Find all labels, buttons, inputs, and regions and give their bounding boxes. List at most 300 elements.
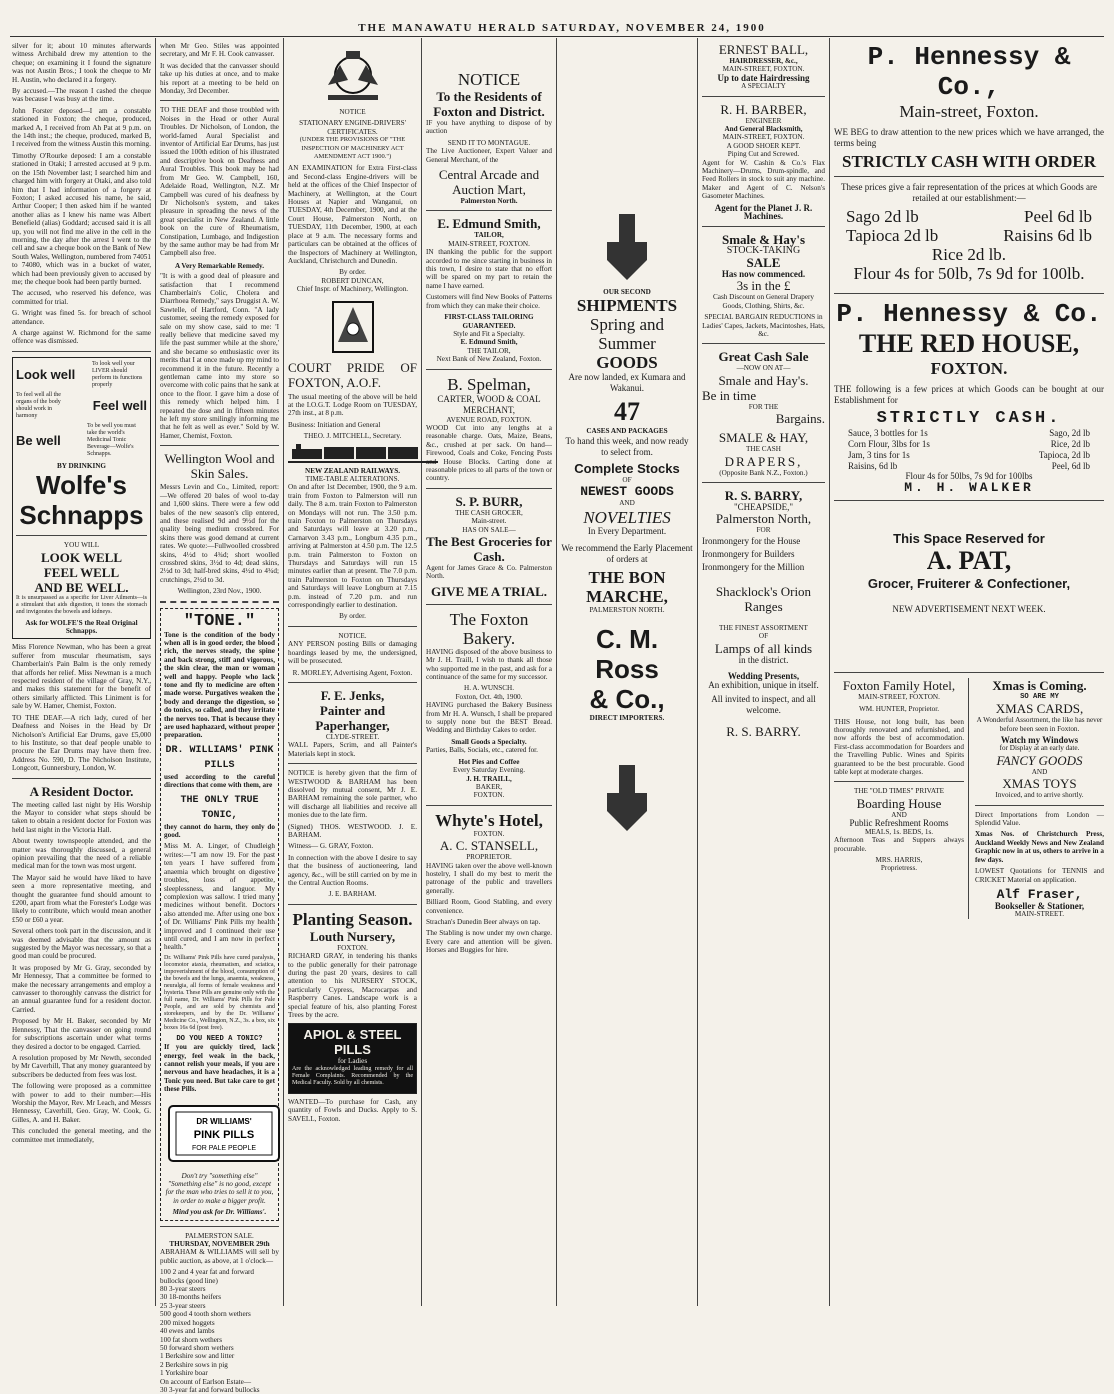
ad-subheadline: Small Goods a Specialty. xyxy=(451,737,527,746)
divider xyxy=(834,176,1104,177)
price-item: Raisins, 6d lb xyxy=(848,461,898,471)
divider xyxy=(702,482,825,483)
notice-text: By order. xyxy=(339,612,366,621)
ad-text: HAVING disposed of the above business to Mr J. H. Traill, I wish to thank all those who supported me in the past, and ask for a continuance of the same for my successor. xyxy=(426,647,552,682)
article-text: By accused.—The reason I cashed the cheque was because I was busy at the time. xyxy=(12,87,151,104)
ad-headline: R. S. BARRY. xyxy=(726,724,801,740)
divider xyxy=(702,226,825,227)
ad-headline: Smale & Hay's xyxy=(721,231,806,247)
sale-item: 100 fat shorn wethers xyxy=(160,1335,223,1344)
ad-subheadline: Main-street, Foxton. xyxy=(899,102,1039,121)
ad-subheadline: Watch my Windows xyxy=(1000,735,1079,746)
divider xyxy=(288,682,417,683)
ad-text: Agent for W. Cashin & Co.'s Flax Machinery—Drums, Drum-spindle, and Feed Rollers in stock to suit any machine. Maker and Agent of C. Nelson's Gasometer Machines. xyxy=(702,158,825,201)
notice-heading: COURT PRIDE OF FOXTON, A.O.F. xyxy=(288,359,417,390)
sale-item: 200 mixed hoggets xyxy=(160,1318,215,1327)
ad-text: FOXTON. xyxy=(337,943,368,952)
ad-text: THE FINEST ASSORTMENT xyxy=(719,623,808,632)
ad-headline: The Foxton Bakery. xyxy=(449,609,529,648)
ad-text: These prices give a fair representation of the prices at which Goods are retailed at our establishment:— xyxy=(841,182,1097,203)
ad-headline: DO YOU NEED A TONIC? xyxy=(176,1034,263,1043)
ad-text: Are the acknowledged leading remedy for all Female Complaints. Recommended by the Medical Faculty. Sold by all chemists. xyxy=(292,1065,413,1086)
notice-text: IF you have anything to dispose of by auction xyxy=(426,119,552,136)
article-text: John Forster deposed—I am a constable stationed in Foxton; the cheque, produced, marked A, I received from Ah Pat at 9 p.m. on the 14th inst.; the cheque, produced, marked B, I received from the witness Austin this morning. xyxy=(12,106,151,149)
article-text: TO THE DEAF and those troubled with Noises in the Head or other Aural Troubles. Dr Nicholson, of London, the world-famed Aural Specialist and inventor of Artificial Ear Drums, has just issued the 100th edition of his illustrated and descriptive book on Deafness and Aural Troubles. This book may be had from Mr Geo. W. Campbell, 160, Adelaide Road, Wellington, N.Z. Mr Campbell was cured of his deafness by Dr Nicholson's system, and takes pleasure in spreading the news of the great specialist in New Zealand. A little book on the cure of Rheumatism, Constipation, Lumbago, and Indigestion by the same author may be had from Mr Campbell also free. xyxy=(160,106,279,258)
ad-subheadline: FOXTON. xyxy=(930,359,1008,378)
ad-headline: Painter and Paperhanger, xyxy=(315,702,390,733)
ad-text: used according to the careful directions that come with them, are xyxy=(164,772,275,790)
ad-text: Customers will find New Books of Patterns from which they can make their choice. xyxy=(426,293,552,310)
ad-text: MAIN-STREET, FOXTON. xyxy=(858,692,940,701)
ad-headline: FANCY GOODS xyxy=(996,752,1083,768)
ad-headline: Alf Fraser, xyxy=(996,886,1083,902)
sale-item: 40 ewes and lambs xyxy=(160,1327,215,1336)
divider xyxy=(288,626,417,627)
lower-ads xyxy=(834,678,1104,919)
hotel-column xyxy=(834,678,969,919)
notice-text: SEND IT TO MONTAGUE. xyxy=(447,138,531,147)
ad-text: LOWEST Quotations for TENNIS and CRICKET Material on application. xyxy=(975,867,1104,884)
article-text: It was decided that the canvasser should take up his duties at once, and to make his report at a meeting to be held on Monday, 3rd December. xyxy=(160,61,279,96)
notice-signature: R. MORLEY, Advertising Agent, Foxton. xyxy=(292,668,413,677)
ad-headline: F. E. Jenks, xyxy=(320,687,385,703)
wolfes-schnapps-ad xyxy=(12,357,151,640)
notice-subheading: TIME-TABLE ALTERATIONS. xyxy=(305,474,400,483)
ad-headline: A. PAT, xyxy=(926,546,1012,576)
ad-subheadline: CARTER, WOOD & COAL MERCHANT, xyxy=(437,393,541,415)
article-text: This concluded the general meeting, and the committee met immediately, xyxy=(12,1127,151,1144)
article-text: Timothy O'Rourke deposed: I am a constable stationed in Otaki; I arrested accused at 9 p.m. on the 15th November last; I searched him and charged him with forgery at Otaki, and also told him that I had information of a forgery at Foxton; I asked accused his name, he said, Arthur Cooper; I then asked him if he wanted another alias as I knew his name was Albert Benefield (alias) Goddard; accused said it is all up, you will not find me alive in the cell in the morning, the day after the arrest I went to the cell and saw a cheque book on the Bank of New South Wales, Wellington, numbered from 74051 to 74080, which was in a bucket of water, which had been previously given to accused by me; the cheque book had been partly burned. xyxy=(12,151,151,286)
notice-heading: NEW ZEALAND RAILWAYS. xyxy=(305,466,400,475)
ad-text: Main-street. xyxy=(471,517,507,526)
sale-items-list xyxy=(160,1268,279,1394)
sale-item: 30 3-year fat and forward bullocks xyxy=(160,1385,260,1394)
ad-text: THE TAILOR, xyxy=(467,346,511,355)
ad-headline: Complete Stocks xyxy=(574,460,680,476)
notice-text: ANY PERSON posting Bills or damaging hoardings leased by me, the undersigned, will be prosecuted. xyxy=(288,640,417,666)
ad-text: PALMERSTON NORTH. xyxy=(589,606,665,615)
ad-headline: Be in time xyxy=(702,387,757,403)
ad-text: A GOOD SHOER KEPT. xyxy=(726,141,801,150)
price-item: Sago 2d lb xyxy=(846,207,919,226)
ad-text: YOU WILL xyxy=(63,541,100,550)
price-item: Corn Flour, 3lbs for 1s xyxy=(848,439,930,449)
ad-text: MAIN-STREET, FOXTON. xyxy=(722,65,805,74)
divider xyxy=(426,369,552,370)
ad-headline: NEWEST GOODS xyxy=(580,484,674,500)
divider xyxy=(160,601,279,603)
ad-text: Style and Fit a Specialty. xyxy=(453,329,525,338)
ad-headline: Boarding House xyxy=(856,795,942,811)
ad-text: NEW ADVERTISEMENT NEXT WEEK. xyxy=(892,604,1046,615)
ad-text: AND xyxy=(1031,767,1048,776)
ad-subheadline: Wedding Presents, xyxy=(727,671,800,681)
ad-headline: & Co., xyxy=(589,684,665,715)
ad-text: The Stabling is now under my own charge. Every care and attention will be given. Horses and Buggies for hire. xyxy=(426,929,552,955)
divider xyxy=(12,778,151,779)
masthead: THE MANAWATU HERALD SATURDAY, NOVEMBER 24, 1900 xyxy=(358,22,766,34)
ad-text: WOOD Cut into any lengths at a reasonable charge. Oats, Maize, Beans, &c., crushed at per sack. On hand—Firewood, Coals and Coke, Fencing Posts and House Blocks. Carting done at reasonable prices to all parts of the town or country. xyxy=(426,423,552,483)
article-headline: Wellington Wool and Skin Sales. xyxy=(164,451,275,482)
price-row xyxy=(848,439,1090,450)
ad-text: Dr. Williams' Pink Pills have cured paralysis, locomotor ataxia, rheumatism, and sciatica, impoverishment of the blood, consumption of the bowels and the lungs, anaemia, weakness, neuralgia, all forms of female weakness and hysteria. These Pills are genuine only with the full name, Dr. Williams' Pink Pills for Pale People, and are sold by chemists and storekeepers, and by the Dr. Williams' Medicine Co., Wellington, N.Z., 3s. a box, six boxes 16s 6d (post free). xyxy=(164,954,275,1031)
column-3 xyxy=(288,42,417,1304)
divider xyxy=(426,805,552,806)
notice-signature: THEO. J. MITCHELL, Secretary. xyxy=(303,432,402,441)
divider xyxy=(702,96,825,97)
article-text: Proposed by Mr H. Baker, seconded by Mr Hennessy, That the canvasser on going round for subscriptions ascertain under what terms they desired a doctor to be engaged. Carried. xyxy=(12,1017,151,1051)
hennessy-headline: P. Hennessy & Co., xyxy=(867,42,1071,102)
ad-text: OUR SECOND xyxy=(603,288,651,296)
ad-headline: C. M. Ross xyxy=(595,624,659,685)
price-item: Peel, 6d lb xyxy=(1051,461,1090,471)
ad-text: for Display at an early date. xyxy=(999,744,1080,753)
ad-number: 47 xyxy=(614,397,640,427)
schnapps-logo: Schnapps xyxy=(19,500,144,531)
price-item: Peel 6d lb xyxy=(1024,207,1092,226)
masthead-rule xyxy=(10,36,1104,37)
ad-headline: Be well xyxy=(16,432,61,448)
ad-subheadline: STOCK-TAKING xyxy=(726,244,801,256)
ad-text: FOR THE xyxy=(748,402,779,411)
ad-headline: "TONE." xyxy=(183,611,256,631)
divider xyxy=(834,293,1104,294)
price-item: Jam, 3 tins for 1s xyxy=(848,450,910,460)
ad-text: We recommend the Early Placement of orders at xyxy=(561,543,693,565)
ad-text: BY DRINKING xyxy=(56,461,107,470)
ad-text: WANTED—To purchase for Cash, any quantity of Fowls and Ducks. Apply to S. SAVELL, Foxton. xyxy=(288,1097,417,1123)
ad-text: FOXTON. xyxy=(473,791,505,800)
ad-headline: SHIPMENTS xyxy=(576,296,678,316)
notice-heading: NOTICE xyxy=(457,70,521,89)
article-text: when Mr Geo. Stiles was appointed secretary, and Mr F. H. Cook canvasser. xyxy=(160,42,279,59)
ad-subheadline: Grocer, Fruiterer & Confectioner, xyxy=(867,576,1071,592)
ad-text: To look well your LIVER should perform its functions properly xyxy=(92,360,143,388)
ad-headline: SALE xyxy=(746,254,781,270)
divider xyxy=(160,445,279,446)
sale-item: 1 Berkshire sow and litter xyxy=(160,1352,235,1361)
ad-text: THE following is a few prices at which Goods can be bought at our Establishment for xyxy=(834,384,1104,405)
price-list xyxy=(834,428,1104,472)
pointing-hand-icon xyxy=(597,763,657,833)
red-house-headline: THE RED HOUSE, xyxy=(858,329,1080,358)
ad-headline: STRICTLY CASH WITH ORDER xyxy=(842,152,1096,171)
ad-text: for Ladies xyxy=(337,1057,368,1066)
ad-text: A Wonderful Assortment, the like has never before been seen in Foxton. xyxy=(976,716,1103,733)
sale-item: 100 2 and 4 year fat and forward bullocks (good line) xyxy=(160,1268,254,1285)
ad-text: AND xyxy=(619,499,635,508)
notice-signature: J. E. BARHAM. xyxy=(328,890,377,899)
ad-headline: Xmas is Coming. xyxy=(992,677,1087,693)
ad-text: they cannot do harm, they only do good. xyxy=(164,822,275,840)
forester-emblem-icon xyxy=(318,297,388,357)
ad-text: To be well you must take the world's Medicinal Tonic Beverage—Wolfe's Schnapps. xyxy=(87,422,136,457)
price-item: Flour 4s for 50lbs, 7s 9d for 100lbs xyxy=(905,471,1033,481)
ad-text: Every Saturday Evening. xyxy=(452,766,526,775)
ad-headline: Planting Season. xyxy=(292,909,413,929)
pink-pills-ad xyxy=(160,608,279,1221)
svg-text:PINK PILLS: PINK PILLS xyxy=(193,1128,255,1141)
divider xyxy=(16,535,147,536)
pill-box-illustration xyxy=(164,1098,284,1168)
article-text: TO THE DEAF.—A rich lady, cured of her Deafness and Noises in the Head by Dr Nicholson's Artificial Ear Drums, gave £5,000 to his Institute, so that deaf people unable to procure the Ear Drums may have them free. Address No. 590, D. The Nicholson Institute, Longcott, Gunnersbury, London, W. xyxy=(12,713,151,773)
ad-headline: Look well xyxy=(16,367,76,383)
ad-text: Direct Importations from London —Splendid Value. xyxy=(975,810,1104,828)
price-item: Tapioca, 2d lb xyxy=(1038,450,1090,460)
notice-text: The Live Auctioneer, Expert Valuer and General Merchant, of the xyxy=(426,147,552,164)
price-item: Sago, 2d lb xyxy=(1049,428,1090,438)
ad-subheadline: Hot Pies and Coffee xyxy=(458,757,520,766)
ad-text: Piping Cut and Screwed. xyxy=(727,150,800,159)
notice-signature: (Signed) THOS. WESTWOOD. J. E. BARHAM. xyxy=(288,822,417,839)
ad-text: BAKER, xyxy=(475,782,503,791)
sale-item: 25 3-year steers xyxy=(160,1301,206,1310)
ad-headline: R. S. BARRY, xyxy=(724,487,803,503)
notice-text: In connection with the above I desire to say that the business of auctioneering, land agency, &c., will be still carried on by me in the Central Auction Rooms. xyxy=(288,853,417,887)
column-divider xyxy=(155,38,156,1306)
ad-headline: GOODS xyxy=(596,353,658,373)
ad-headline: Shacklock's Orion Ranges xyxy=(715,583,812,614)
notice-text: (UNDER THE PROVISIONS OF "THE INSPECTION OF MACHINERY ACT AMENDMENT ACT 1900.") xyxy=(299,136,406,161)
ad-text: OF xyxy=(758,632,769,641)
ad-text: Xmas Nos. of Christchurch Press, Auckland Weekly News and New Zealand Graphic now in at us, others to arrive in a few days. xyxy=(975,830,1104,864)
divider xyxy=(426,604,552,605)
ad-text: ABRAHAM & WILLIAMS will sell by public auction, as above, at 1 o'clock— xyxy=(160,1248,279,1265)
ad-text: —NOW ON AT— xyxy=(736,364,791,373)
ad-text: Agent for James Grace & Co. Palmerston North. xyxy=(426,564,552,581)
ad-headline: Feel well xyxy=(92,398,147,414)
column-6 xyxy=(702,42,825,1304)
divider xyxy=(160,100,279,101)
ad-subheadline: CASES AND PACKAGES xyxy=(586,427,668,436)
ad-text: OF xyxy=(622,475,632,484)
ad-subheadline: And General Blacksmith, xyxy=(724,125,803,134)
ad-text: MEALS, 1s. BEDS, 1s. xyxy=(864,827,934,836)
ad-text: FOR xyxy=(756,526,771,535)
ad-headline: THE BON MARCHE, xyxy=(586,568,668,607)
ad-subheadline: GIVE ME A TRIAL. xyxy=(430,583,548,599)
ad-text: Ironmongery for the House xyxy=(702,535,801,546)
notice-text: Witness— G. GRAY, Foxton. xyxy=(288,842,374,851)
column-divider xyxy=(421,38,422,1306)
sale-item: 1 Yorkshire boar xyxy=(160,1369,208,1378)
ad-headline: 3s in the £ xyxy=(736,278,791,294)
ad-text: Foxton, Oct. 4th, 1900. xyxy=(455,692,523,701)
ad-headline: THE ONLY TRUE TONIC, xyxy=(180,794,259,821)
ad-text: THIS House, not long built, has been thoroughly renovated and refurnished, and now affords the best of accommodation. First-class accommodation for Boarders and the Travelling Public. Wines and Spirits guaranteed to be the best procurable. Good table kept at moderate charges. xyxy=(834,717,964,777)
ad-text: AND BE WELL. xyxy=(34,579,129,595)
price-item: Raisins 6d lb xyxy=(1003,226,1092,245)
notice-subheading: Central Arcade and Auction Mart, xyxy=(438,167,540,198)
article-text: The meeting called last night by His Worship the Mayor to consider what steps should be taken to obtain a resident doctor for Foxton was held last night in the Victoria Hall. xyxy=(12,800,151,834)
ad-text: MAIN-STREET, FOXTON. xyxy=(448,239,530,248)
ad-subheadline: Louth Nursery, xyxy=(309,928,396,944)
ad-signature: H. A. WUNSCH. xyxy=(464,684,514,693)
price-row xyxy=(848,450,1090,461)
ad-text: SO ARE MY xyxy=(1020,692,1059,701)
ad-subheadline: DIRECT IMPORTERS. xyxy=(589,714,665,723)
ad-text: A SPECIALTY xyxy=(741,82,786,91)
ad-text: AVENUE ROAD, FOXTON. xyxy=(446,415,532,424)
column-1 xyxy=(12,42,151,1304)
article-text: It was proposed by Mr G. Gray, seconded by Mr Hennessy, That a committee be formed to make the necessary arrangements and employ a canvasser to thoroughly canvass the district for an annual guarantee fund for a resident doctor. Carried. xyxy=(12,963,151,1014)
article-headline: A Resident Doctor. xyxy=(29,783,134,799)
ad-headline: B. Spelman, xyxy=(447,374,531,394)
ad-text: SPECIAL BARGAIN REDUCTIONS in Ladies' Capes, Jackets, Macintoshes, Hats, &c. xyxy=(702,313,825,338)
ad-headline: PALMERSTON SALE. xyxy=(185,1231,254,1240)
ad-headline: APIOL & STEEL PILLS xyxy=(303,1027,402,1058)
notice-text: Business: Initiation and General xyxy=(288,420,381,429)
article-text: Miss Florence Newman, who has been a great sufferer from muscular rheumatism, says Chamberlain's Pain Balm is the only remedy that affords her relief. Miss Newman is a much respected resident of the village of Gray, N.Y., and makes this statement for the benefit of others similarly afflicted. This Liniment is for sale by W. Hamer, Chemist, Foxton. xyxy=(12,643,151,711)
ad-headline: Palmerston North, xyxy=(715,511,812,527)
ad-text: IN thanking the public for the support accorded to me since starting in business in this town, I desire to state that no effort will be spared on my part to retain the name I have earned. xyxy=(426,248,552,290)
ad-headline: Bargains. xyxy=(775,411,825,427)
ad-text: WALL Papers, Scrim, and all Painter's Materials kept in stock. xyxy=(288,741,417,758)
ad-text: Ironmongery for Builders xyxy=(702,548,795,559)
ad-text: Miss M. A. Linger, of Chudleigh writes:—"I am now 19. For the past ten years I have suffered from anaemia which brought on digestive troubles, loss of appetite, sleeplessness, and languor. My complexion was sallow. I tried many medicines without benefit. Doctors also attended me. After using one box of Dr. Williams' Pink Pills my health improved and I continued their use until cured, and I am now in perfect health." xyxy=(164,842,275,952)
article-text: The accused, who reserved his defence, was committed for trial. xyxy=(12,289,151,306)
article-text: About twenty townspeople attended, and the matter was thoroughly discussed, a general opinion prevailing that the need of a reliable medical man for the town was most urgent. xyxy=(12,837,151,871)
ad-text: Has now commenced. xyxy=(721,268,806,279)
sale-item: 500 good 4 tooth shorn wethers xyxy=(160,1310,251,1319)
ad-text: Invoiced, and to arrive shortly. xyxy=(995,791,1084,800)
ad-text: THE CASH GROCER, xyxy=(455,508,523,517)
price-item: Tapioca 2d lb xyxy=(846,226,939,245)
ad-subheadline: HAIRDRESSER, &c., xyxy=(729,57,798,65)
column-7 xyxy=(834,42,1104,1304)
ad-text: THE CASH xyxy=(746,445,781,454)
notice-text: AN EXAMINATION for Extra First-class and Second-class Engine-drivers will be held at the offices of the Chief Inspector of Machinery, at Wellington, at the Court Houses at Napier and Wanganui, on TUESDAY, 4th December, 1900, and at the Court House, Palmerston North, on TUESDAY, 11th December, 1900, at each place at 9 a.m. The necessary forms and particulars can be obtained at the offices of the Inspectors of Machinery at Wellington, Auckland, Christchurch and Dunedin. xyxy=(288,164,417,265)
ad-text: MAIN-STREET, FOXTON. xyxy=(722,133,805,142)
notice-text: NOTICE is hereby given that the firm of WESTWOOD & BARHAM has been dissolved by mutual consent, Mr J. E. BARHAM remaining the sole partner, who will discharge all liabilities and receive all monies due to the late firm. xyxy=(288,769,417,820)
ad-text: Next Bank of New Zealand, Foxton. xyxy=(436,355,542,364)
ad-headline: NOVELTIES xyxy=(583,507,671,527)
ad-headline: Spring and Summer xyxy=(589,315,665,354)
ad-headline: R. H. BARBER, xyxy=(720,101,807,117)
ad-headline: E. Edmund Smith, xyxy=(437,216,541,232)
divider xyxy=(975,805,1104,806)
article-text: Messrs Levin and Co., Limited, report:—We offered 20 bales of wool to-day and 1,600 skins. There were a few odd bales of the new season's clip entered, and these realised 9d and 9½d for the quality being medium crossbred. For skins there was good demand at current rates. We quote:—Fullwoolled crossbred skins, 4½d to 4¾d; short woolled crossbred skins, 3½d to 4d; dead skins, 2½d to 3d; half-bred skins, 4½d to 4¾d; crutchings, 2½d to 3d. xyxy=(160,483,279,584)
ad-headline: XMAS CARDS, xyxy=(995,701,1084,717)
notice-heading: NOTICE xyxy=(339,108,366,116)
sale-item: On account of Earlson Estate— xyxy=(160,1377,252,1386)
column-2 xyxy=(160,42,279,1394)
ad-text: Ask for WOLFE'S the Real Original Schnapps. xyxy=(25,618,138,636)
ad-text: E. Edmund Smith, xyxy=(460,338,518,347)
ad-text: WM. HUNTER, Proprietor. xyxy=(858,705,940,714)
train-icon xyxy=(288,443,438,465)
divider xyxy=(288,763,417,764)
sale-item: 30 18-months heifers xyxy=(160,1293,222,1302)
ad-text: FOXTON. xyxy=(473,829,505,838)
ad-text: Mind you ask for Dr. Williams'. xyxy=(172,1208,267,1217)
ad-headline: This Space Reserved for xyxy=(893,531,1045,547)
ad-subheadline: Up to date Hairdressing xyxy=(717,72,810,83)
ad-text: Ironmongery for the Million xyxy=(702,561,805,572)
price-list xyxy=(834,207,1104,245)
ad-headline: Great Cash Sale xyxy=(718,349,809,365)
ad-text: WE BEG to draw attention to the new prices which we have arranged, the terms being xyxy=(834,127,1104,148)
ad-text: LOOK WELL xyxy=(40,549,123,565)
ad-subheadline: Bookseller & Stationer, xyxy=(994,900,1085,911)
ad-text: Afternoon Teas and Suppers always procurable. xyxy=(834,836,964,853)
ad-text: Parties, Balls, Socials, etc., catered for. xyxy=(426,746,538,755)
article-headline: A Very Remarkable Remedy. xyxy=(174,261,265,270)
hennessy-headline: P. Hennessy & Co. xyxy=(836,299,1102,329)
ad-headline: DR. WILLIAMS' PINK PILLS xyxy=(165,744,274,771)
ad-text: in the district. xyxy=(738,654,789,665)
article-text: The following were proposed as a committee with power to add to their number:—His Worship the Mayor, Rev. Mr Leach, and Messrs Hennessy, Caverhill, Geo. Gray, W. Cook, G. Gilles, A. and H. Baker. xyxy=(12,1082,151,1124)
ad-headline: STRICTLY CASH. xyxy=(876,409,1062,428)
divider xyxy=(160,1226,279,1227)
ad-headline: XMAS TOYS xyxy=(1002,776,1077,792)
ad-text: To hand this week, and now ready to select from. xyxy=(565,435,689,457)
ad-text: If you are quickly tired, lack energy, feel weak in the back, cannot relish your meals, if you are nervous and have headaches, it is a Tonic you need. But take care to get these Pills. xyxy=(164,1043,275,1094)
ad-text: Billiard Room, Good Stabling, and every convenience. xyxy=(426,898,552,915)
ad-text: Don't try "something else" "Something else" is no good, except for the man who tries to sell it to you, in order to make a bigger profit. xyxy=(165,1171,274,1205)
notice-text: On and after 1st December, 1900, the 9 a.m. train from Foxton to Palmerston will run daily. The 8 a.m. train Foxton to Palmerston on Mondays will not run. The 3.50 p.m. train Foxton to Palmerston on Thursdays and Saturdays will leave at 3.20 p.m., Carnarvon 3.43 p.m., Longburn 4.35 p.m., arriving at Palmerston at 4.50 p.m. The 12.5 p.m. train Palmerston to Foxton on Thursdays and Saturdays will run 15 minutes earlier than at present. The 7.0 p.m. train Palmerston to Foxton on Thursdays and Saturdays will leave Longburn at 7.15 p.m. instead of 7.20 p.m. and run correspondingly earlier to destination. xyxy=(288,483,417,610)
article-text: Several others took part in the discussion, and it was deemed advisable that the amount as suggested by the Mayor was necessary, so that a good man could be procured. xyxy=(12,927,151,961)
notice-text: By order. xyxy=(339,268,366,277)
ad-subheadline: A. C. STANSELL, xyxy=(439,838,539,854)
ad-text: MAIN-STREET. xyxy=(1014,910,1065,919)
price-item: Flour 4s for 50lb, 7s 9d for 100lb. xyxy=(853,264,1085,283)
divider xyxy=(834,500,1104,501)
ad-text: PROPRIETOR. xyxy=(466,853,512,862)
ad-headline: ERNEST BALL, xyxy=(718,42,809,57)
article-text: silver for it; about 10 minutes afterwards witness Archibald drew my attention to the cheque; on examining it I found the signature was not Austin Bros.; I took the cheque to Mr H. Austin, who declared it a forgery. xyxy=(12,42,151,84)
ad-subheadline: Public Refreshment Rooms xyxy=(849,818,949,829)
ad-subheadline: THURSDAY, NOVEMBER 29th xyxy=(169,1240,270,1249)
article-text: "It is with a good deal of pleasure and satisfaction that I recommend Chamberlain's Colic, Cholera and Diarrhoea Remedy," says Druggist A. W. Sawtelle, of Hartford, Conn. "A lady customer, seeing the remedy exposed for sale on my show case, said to me: 'I really believe that medicine saved my life the past summer while at the shore,' and she became so enthusiastic over its merits that I at once made up my mind to recommend it in the future. Recently a gentleman came into my store so overcome with colic pains that he sank at once to the floor. I gave him a dose of this remedy which helped him. I repeated the dose and in fifteen minutes he left my store smilingly informing me that he felt as well as ever." Sold by W. Hamer, Chemist, Foxton. xyxy=(160,272,279,440)
ad-text: HAVING taken over the above well-known hostelry, I shall do my best to merit the patronage of the public and travellers generally. xyxy=(426,861,552,895)
price-item: Rice, 2d lb xyxy=(1050,439,1090,449)
ad-text: To feel well all the organs of the body should work in harmony xyxy=(16,391,61,419)
price-row xyxy=(834,226,1104,245)
article-text: A resolution proposed by Mr Newth, seconded by Mr Caverhill, That any money guaranteed by subscribers be deducted from fees was lost. xyxy=(12,1053,151,1079)
notice-signature: ROBERT DUNCAN, xyxy=(321,276,384,285)
ad-text: All invited to inspect, and all welcome. xyxy=(711,694,816,716)
ad-subheadline: TAILOR, xyxy=(474,231,504,240)
ad-text: In Every Department. xyxy=(587,525,667,536)
svg-text:FOR PALE PEOPLE: FOR PALE PEOPLE xyxy=(191,1144,257,1152)
column-5 xyxy=(561,42,693,1304)
ad-text: RICHARD GRAY, in tendering his thanks to the public generally for their patronage during the past 20 years, desires to call attention to his NURSERY STOCK, particularly Cypress, Macrocarpas and Raspberry Canes. Landscape work is a special feature of his, also planting Forest Trees by the acre. xyxy=(288,952,417,1020)
svg-text:DR WILLIAMS': DR WILLIAMS' xyxy=(196,1116,252,1126)
ad-text: It is unsurpassed as a specific for Liver Ailments—is a stimulant that aids digestion, it tones the stomach and invigorates the bowels and kidneys. xyxy=(16,594,147,615)
article-text: Wellington, 23rd Nov., 1900. xyxy=(177,587,262,596)
column-divider xyxy=(829,38,830,1306)
ad-text: HAS ON SALE— xyxy=(462,525,516,534)
ad-text: Strachan's Dunedin Beer always on tap. xyxy=(426,917,541,926)
ad-text: Are now landed, ex Kumara and Wakanui. xyxy=(568,372,686,394)
ad-headline: Whyte's Hotel, xyxy=(435,810,543,830)
ad-text: FIRST-CLASS TAILORING GUARANTEED. xyxy=(444,313,534,330)
pointing-hand-icon xyxy=(597,212,657,282)
ad-text: AND xyxy=(891,810,907,819)
divider xyxy=(702,343,825,344)
price-item: Sauce, 3 bottles for 1s xyxy=(848,428,928,438)
column-divider xyxy=(697,38,698,1306)
ad-text: (Opposite Bank N.Z., Foxton.) xyxy=(719,468,808,477)
sale-item: 80 3-year steers xyxy=(160,1285,206,1294)
price-row xyxy=(848,428,1090,439)
ad-headline: SMALE & HAY, xyxy=(718,430,809,446)
column-divider xyxy=(556,38,557,1306)
notice-subheading: STATIONARY ENGINE-DRIVERS' CERTIFICATES. xyxy=(299,119,406,136)
divider xyxy=(288,904,417,905)
ad-text: An exhibition, unique in itself. xyxy=(708,680,819,691)
